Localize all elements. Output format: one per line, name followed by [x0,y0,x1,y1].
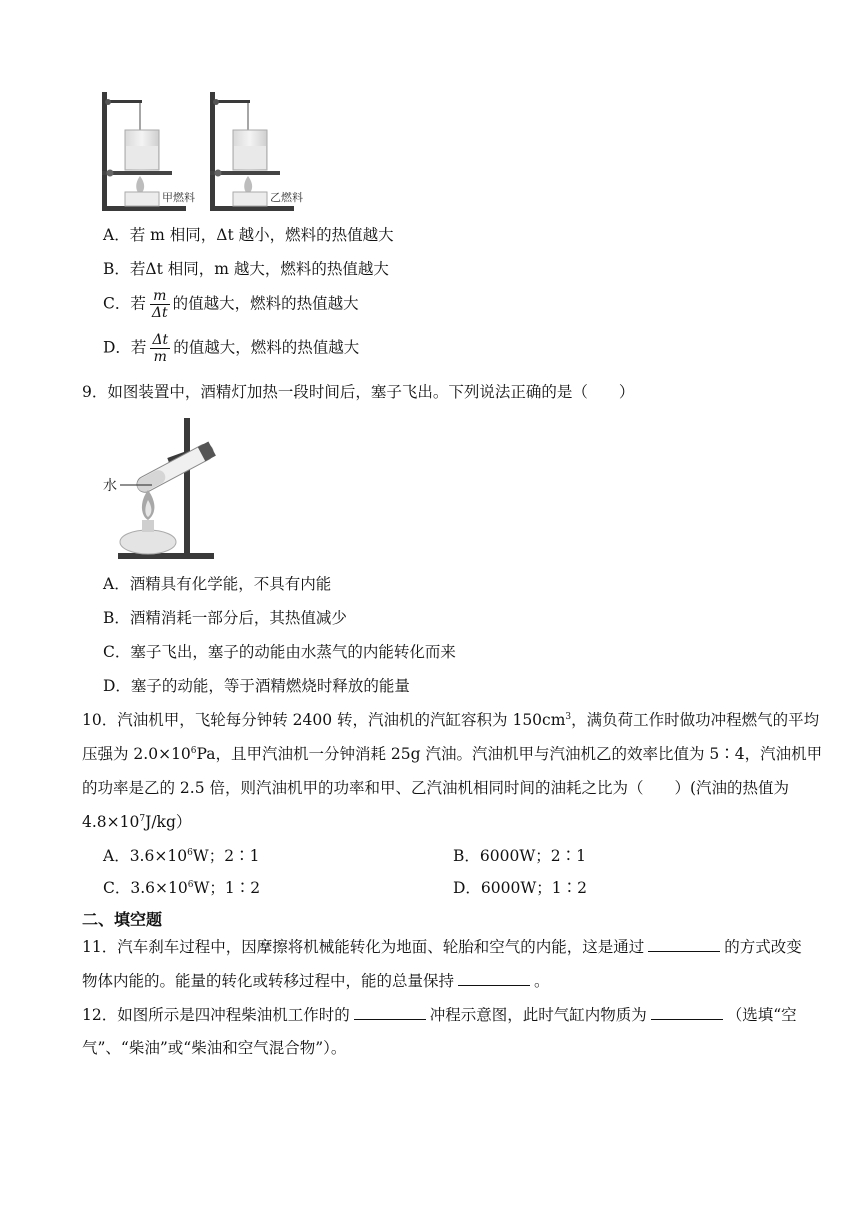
q8-option-c-numerator: m [150,288,170,305]
q12-line-1-text: 12．如图所示是四冲程柴油机工作时的 [82,1006,350,1024]
q11-blank-1[interactable] [648,936,720,952]
q10-line-4-text: 4.8×10 [82,813,140,831]
q8-option-d [103,332,359,365]
q10-line-2 [82,744,822,764]
q10-option-a-text: A．3.6×10 [103,847,188,865]
fuel-b-label: 乙燃料 [270,191,303,204]
q11-line-1 [82,936,802,957]
q10-line-2-tail: Pa，且甲汽油机一分钟消耗 25g 汽油。汽油机甲与汽油机乙的效率比值为 5∶4，汽油机甲 [196,745,823,763]
fuel-comparison-figure [98,88,310,216]
q11-line-2 [82,970,550,991]
q10-line-2-text: 压强为 2.0×10 [82,745,191,763]
q11-line-1-tail: 的方式改变 [724,938,802,956]
q10-option-c-text: C．3.6×10 [103,879,188,897]
q10-line-1-tail: ，满负荷工作时做功冲程燃气的平均 [571,711,820,729]
q8-option-a: A．若 m 相同，Δt 越小，燃料的热值越大 [103,226,394,244]
q8-option-c-suffix: 的值越大，燃料的热值越大 [172,294,359,313]
q10-option-c [103,878,260,898]
q10-option-d: D．6000W；1∶2 [453,879,588,897]
q12-line-1-tail: （选填“空 [726,1006,797,1024]
q12-line-1-mid: 冲程示意图，此时气缸内物质为 [429,1006,647,1024]
q8-option-c-denominator: Δt [151,305,168,321]
q12-blank-1[interactable] [354,1004,426,1020]
q11-line-2-tail: 。 [534,972,550,990]
q10-line-1 [82,710,819,730]
q10-line-1-sup: 3 [565,712,572,722]
stand-b [210,92,303,211]
q8-option-d-fraction [150,332,170,365]
q8-option-c [103,288,359,321]
q8-option-c-prefix: C．若 [103,294,146,313]
q10-line-4 [82,812,191,832]
q12-line-1 [82,1004,797,1025]
q10-line-1-text: 10．汽油机甲，飞轮每分钟转 2400 转，汽油机的汽缸容积为 150cm [82,711,566,729]
fuel-a-label: 甲燃料 [162,191,195,204]
q10-line-4-sup: 7 [139,814,146,824]
section-title-fill-blank: 二、填空题 [82,910,163,929]
q10-option-a-sup: 6 [187,848,193,858]
q8-option-d-suffix: 的值越大，燃料的热值越大 [173,338,360,357]
q10-line-3: 的功率是乙的 2.5 倍，则汽油机甲的功率和甲、乙汽油机相同时间的油耗之比为（ ）(汽油的热值为 [82,779,790,797]
q11-blank-2[interactable] [458,970,530,986]
q8-option-b: B．若Δt 相同，m 越大，燃料的热值越大 [103,260,389,278]
q10-line-2-sup: 6 [190,746,197,756]
q12-blank-2[interactable] [651,1004,723,1020]
q10-option-c-sup: 6 [187,880,194,890]
q10-option-b: B．6000W；2∶1 [453,847,586,865]
q9-stem: 9．如图装置中，酒精灯加热一段时间后，塞子飞出。下列说法正确的是（ ） [82,383,635,401]
q10-option-c-tail: W；1∶2 [193,879,261,897]
q8-option-d-prefix: D．若 [103,338,147,357]
q9-option-d: D．塞子的动能，等于酒精燃烧时释放的能量 [103,677,410,695]
q10-option-a-tail: W；2∶1 [192,847,260,865]
test-tube-figure [98,414,226,560]
q8-option-d-denominator: m [153,349,167,365]
water-label: 水 [103,478,117,494]
q10-line-4-tail: J/kg） [145,813,192,831]
q9-option-a: A．酒精具有化学能，不具有内能 [103,575,332,593]
q8-option-c-fraction [150,288,170,321]
q9-option-b: B．酒精消耗一部分后，其热值减少 [103,609,347,627]
q12-line-2: 气”、“柴油”或“柴油和空气混合物”）。 [82,1039,347,1057]
q11-line-1-text: 11．汽车刹车过程中，因摩擦将机械能转化为地面、轮胎和空气的内能，这是通过 [82,938,645,956]
q9-option-c: C．塞子飞出，塞子的动能由水蒸气的内能转化而来 [103,643,456,661]
stand-a [102,92,195,211]
q11-line-2-text: 物体内能的。能量的转化或转移过程中，能的总量保持 [82,972,455,990]
q10-option-a [103,846,259,866]
q8-option-d-numerator: Δt [152,332,169,348]
